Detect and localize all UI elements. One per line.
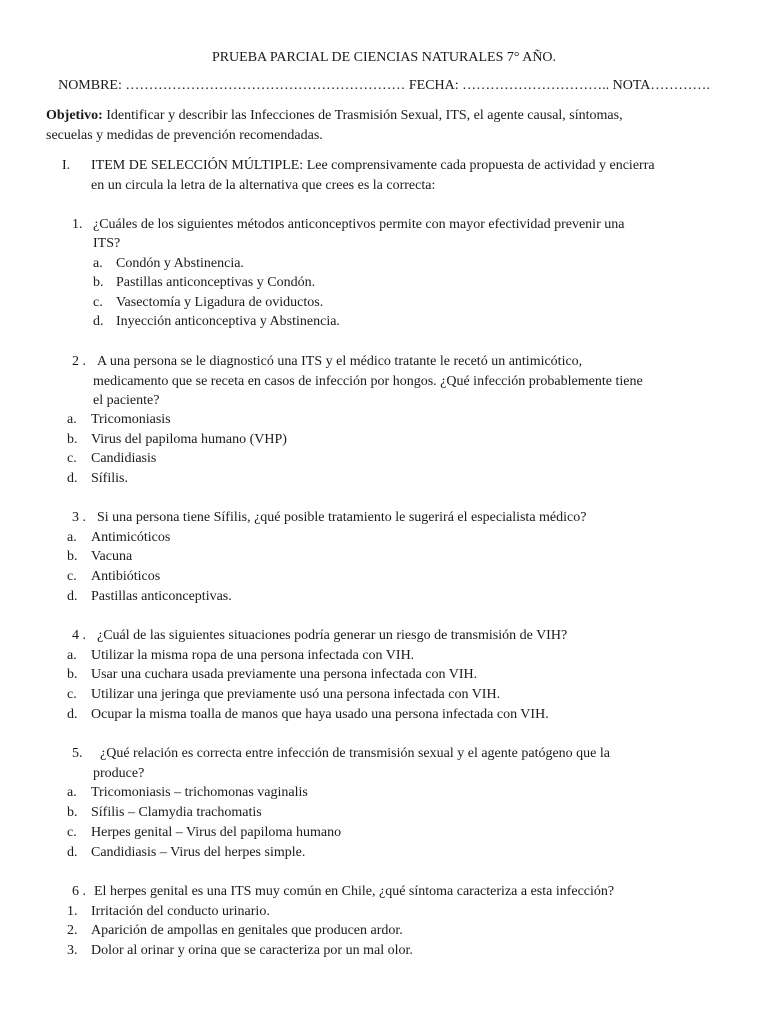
question-2-text-1: A una persona se le diagnosticó una ITS y el médico tratante le recetó un antimicótico, <box>97 354 583 369</box>
question-3-option-d[interactable]: d. Pastillas anticonceptivas. <box>67 589 232 604</box>
question-4-option-c[interactable]: c. Utilizar una jeringa que previamente usó una persona infectada con VIH. <box>67 687 501 702</box>
question-4-option-d[interactable]: d. Ocupar la misma toalla de manos que haya usado una persona infectada con VIH. <box>67 707 549 722</box>
section-instructions-1: ITEM DE SELECCIÓN MÚLTIPLE: Lee comprensivamente cada propuesta de actividad y encierra <box>91 158 655 173</box>
question-3-option-a[interactable]: a. Antimicóticos <box>67 530 171 545</box>
question-2-option-d[interactable]: d. Sífilis. <box>67 471 128 486</box>
question-2-text-3: el paciente? <box>93 393 160 408</box>
question-4-text-1: ¿Cuál de las siguientes situaciones podría generar un riesgo de transmisión de VIH? <box>97 628 568 643</box>
question-5-option-c[interactable]: c. Herpes genital – Virus del papiloma humano <box>67 825 342 840</box>
question-4-number: 4 . <box>72 628 86 643</box>
exam-title: PRUEBA PARCIAL DE CIENCIAS NATURALES 7° AÑO. <box>211 50 557 65</box>
question-6-option-3[interactable]: 3. Dolor al orinar y orina que se caracteriza por un mal olor. <box>67 943 413 958</box>
section-instructions-2: en un circula la letra de la alternativa que crees es la correcta: <box>91 178 436 193</box>
question-5-text-2: produce? <box>93 766 145 781</box>
question-4-option-a[interactable]: a. Utilizar la misma ropa de una persona infectada con VIH. <box>67 648 415 663</box>
objective-line-2: secuelas y medidas de prevención recomendadas. <box>46 128 323 143</box>
question-1-number: 1. <box>72 217 83 232</box>
question-4-option-b[interactable]: b. Usar una cuchara usada previamente una persona infectada con VIH. <box>67 667 478 682</box>
question-6-number: 6 . <box>72 884 86 899</box>
question-3-option-c[interactable]: c. Antibióticos <box>67 569 161 584</box>
question-5-number: 5. <box>72 746 83 761</box>
question-1-option-d[interactable]: d. Inyección anticonceptiva y Abstinencia. <box>93 314 340 329</box>
objective-label: Objetivo: <box>46 108 103 123</box>
question-5-option-d[interactable]: d. Candidiasis – Virus del herpes simple. <box>67 845 306 860</box>
question-1-text-1: ¿Cuáles de los siguientes métodos anticonceptivos permite con mayor efectividad prevenir una <box>93 217 625 232</box>
question-2-option-b[interactable]: b. Virus del papiloma humano (VHP) <box>67 432 287 447</box>
question-6-option-2[interactable]: 2. Aparición de ampollas en genitales que producen ardor. <box>67 923 403 938</box>
question-5-option-a[interactable]: a. Tricomoniasis – trichomonas vaginalis <box>67 785 308 800</box>
question-3-number: 3 . <box>72 510 86 525</box>
question-3-option-b[interactable]: b. Vacuna <box>67 549 133 564</box>
objective-line-1 <box>46 107 623 125</box>
question-2-text-2: medicamento que se receta en casos de infección por hongos. ¿Qué infección probablemente tiene <box>93 374 643 389</box>
question-1-option-a[interactable]: a. Condón y Abstinencia. <box>93 256 244 271</box>
question-5-text-1: ¿Qué relación es correcta entre infección de transmisión sexual y el agente patógeno que la <box>100 746 610 761</box>
question-3-text-1: Si una persona tiene Sífilis, ¿qué posible tratamiento le sugerirá el especialista médico? <box>97 510 587 525</box>
question-1-option-c[interactable]: c. Vasectomía y Ligadura de oviductos. <box>93 295 324 310</box>
question-2-number: 2 . <box>72 354 86 369</box>
section-numeral: I. <box>62 158 71 173</box>
question-2-option-c[interactable]: c. Candidiasis <box>67 451 157 466</box>
student-fields-line: NOMBRE: …………………………………………………… FECHA: ………………………….. NOTA…………. <box>58 78 710 93</box>
question-2-option-a[interactable]: a. Tricomoniasis <box>67 412 171 427</box>
question-6-text-1: El herpes genital es una ITS muy común en Chile, ¿qué síntoma caracteriza a esta infección? <box>94 884 615 899</box>
question-1-option-b[interactable]: b. Pastillas anticonceptivas y Condón. <box>93 275 316 290</box>
question-1-text-2: ITS? <box>93 236 121 251</box>
objective-text-1: Identificar y describir las Infecciones de Trasmisión Sexual, ITS, el agente causal, síntomas, <box>102 108 623 123</box>
question-5-option-b[interactable]: b. Sífilis – Clamydia trachomatis <box>67 805 262 820</box>
question-6-option-1[interactable]: 1. Irritación del conducto urinario. <box>67 904 270 919</box>
